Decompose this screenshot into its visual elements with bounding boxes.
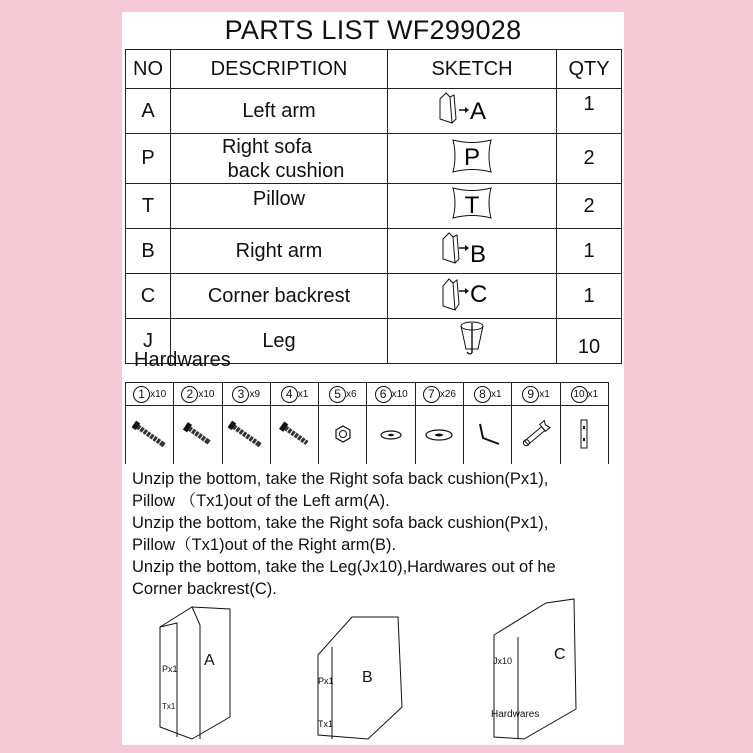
washer-icon <box>368 414 414 454</box>
hardware-picture <box>222 406 270 465</box>
leg-icon <box>452 319 492 357</box>
part-sketch <box>388 134 557 184</box>
hardware-number: 6 <box>375 386 392 403</box>
hardware-picture <box>560 406 608 465</box>
hardware-item <box>222 383 270 406</box>
hardware-picture <box>367 406 415 465</box>
diagram-tag: Tx1 <box>318 719 334 729</box>
part-no: C <box>126 274 171 319</box>
hardware-item <box>512 383 560 406</box>
part-sketch <box>388 184 557 229</box>
hardware-label-row <box>126 383 609 406</box>
diagram-c <box>491 599 576 739</box>
part-description <box>171 134 388 184</box>
hardware-picture <box>464 406 512 465</box>
diagram-label: A <box>204 652 215 669</box>
hardware-picture <box>415 406 463 465</box>
part-description: Pillow <box>171 184 388 229</box>
part-description: Corner backrest <box>171 274 388 319</box>
wrench-icon <box>513 414 559 454</box>
instructions <box>132 468 622 600</box>
sketch-label: A <box>470 98 487 125</box>
part-description: Leg <box>171 319 388 364</box>
instruction-line: Unzip the bottom, take the Right sofa back cushion(Px1), <box>132 514 549 532</box>
part-sketch <box>388 319 557 364</box>
hardware-qty: x10 <box>198 388 215 400</box>
sketch-label: B <box>470 241 487 267</box>
hardware-qty: x10 <box>391 388 408 400</box>
hardware-picture <box>319 406 367 465</box>
part-description-line: Right sofa <box>221 135 313 158</box>
diagram-tag: Tx1 <box>162 702 176 711</box>
pillow-icon <box>449 184 495 222</box>
instruction-line: Pillow（Tx1)out of the Right arm(B). <box>132 536 397 554</box>
part-no: A <box>126 89 171 134</box>
hex-nut-icon <box>320 414 366 454</box>
part-no: B <box>126 229 171 274</box>
instruction-line: Pillow （Tx1)out of the Left arm(A). <box>132 492 390 510</box>
part-qty: 1 <box>557 274 622 319</box>
hardware-number: 7 <box>423 386 440 403</box>
hardware-qty: x1 <box>297 388 309 400</box>
hardware-qty: x10 <box>150 388 167 400</box>
table-row <box>126 89 622 134</box>
part-description: Left arm <box>171 89 388 134</box>
bracket-icon <box>561 414 607 454</box>
part-no: J <box>126 319 171 364</box>
hardware-qty: x6 <box>346 388 357 400</box>
hardware-picture-row <box>126 406 609 465</box>
long-bolt-icon <box>223 414 269 454</box>
table-row <box>126 184 622 229</box>
hardware-picture <box>512 406 560 465</box>
instruction-line: Unzip the bottom, take the Leg(Jx10),Hardwares out of he <box>132 558 556 576</box>
long-bolt-icon <box>127 414 173 454</box>
hardware-table <box>125 382 609 464</box>
part-qty: 1 <box>557 229 622 274</box>
parts-table <box>125 49 622 364</box>
hardware-number: 3 <box>232 386 249 403</box>
part-description: Right arm <box>171 229 388 274</box>
header-sketch: SKETCH <box>388 50 557 89</box>
hardware-item <box>270 383 318 406</box>
header-no: NO <box>126 50 171 89</box>
corner-piece-icon <box>437 274 507 312</box>
hardware-picture <box>174 406 222 465</box>
hardware-number: 10 <box>571 386 588 403</box>
hardware-picture <box>270 406 318 465</box>
part-qty: 2 <box>557 134 622 184</box>
part-no: T <box>126 184 171 229</box>
sketch-label: C <box>470 281 488 308</box>
hardware-number: 9 <box>522 386 539 403</box>
page-title: PARTS LIST WF299028 <box>224 15 522 45</box>
diagram-label: B <box>362 669 373 686</box>
header-description: DESCRIPTION <box>171 50 388 89</box>
hardware-item <box>319 383 367 406</box>
part-no: P <box>126 134 171 184</box>
part-description-line: back cushion <box>227 159 345 182</box>
hardware-item <box>126 383 174 406</box>
table-row <box>126 229 622 274</box>
diagram-tag: Hardwares <box>491 709 540 720</box>
part-sketch <box>388 229 557 274</box>
diagram-label: C <box>554 646 566 663</box>
unpacking-diagrams <box>122 597 624 745</box>
hardware-number: 1 <box>133 386 150 403</box>
part-sketch <box>388 274 557 319</box>
table-header-row <box>126 50 622 89</box>
diagram-tag: Px1 <box>162 664 178 674</box>
hardware-item <box>415 383 463 406</box>
hardware-qty: x1 <box>490 388 502 400</box>
bolt-icon <box>175 414 221 454</box>
diagram-tag: Px1 <box>318 676 334 686</box>
part-sketch <box>388 89 557 134</box>
header-qty: QTY <box>557 50 622 89</box>
diagram-tag: Jx10 <box>493 656 513 666</box>
table-row <box>126 134 622 184</box>
arm-piece-icon <box>437 229 507 267</box>
hardware-number: 2 <box>181 386 198 403</box>
bolt-icon <box>272 414 318 454</box>
hardware-qty: x1 <box>539 388 550 400</box>
hardware-qty: x1 <box>587 388 599 400</box>
hardware-number: 5 <box>329 386 346 403</box>
cushion-icon <box>449 136 495 176</box>
arm-piece-icon <box>432 89 512 127</box>
hardware-number: 8 <box>474 386 491 403</box>
hardware-qty: x26 <box>439 388 456 400</box>
parts-list-sheet <box>122 12 624 745</box>
hardware-item <box>464 383 512 406</box>
table-row <box>126 274 622 319</box>
part-qty: 1 <box>557 89 622 134</box>
allen-key-icon <box>465 414 511 454</box>
hardware-item <box>174 383 222 406</box>
large-washer-icon <box>416 414 462 454</box>
hardware-number: 4 <box>281 386 298 403</box>
hardware-item <box>560 383 608 406</box>
part-qty: 2 <box>557 184 622 229</box>
sketch-label: P <box>463 143 481 171</box>
diagram-b <box>318 617 402 739</box>
hardware-picture <box>126 406 174 465</box>
diagram-a <box>160 607 230 739</box>
instruction-line: Corner backrest(C). <box>132 580 277 598</box>
hardware-qty: x9 <box>249 388 261 400</box>
hardwares-title: Hardwares <box>134 349 231 371</box>
instruction-line: Unzip the bottom, take the Right sofa back cushion(Px1), <box>132 470 549 488</box>
part-qty: 10 <box>557 319 622 364</box>
hardware-item <box>367 383 415 406</box>
sketch-label: T <box>464 192 480 219</box>
